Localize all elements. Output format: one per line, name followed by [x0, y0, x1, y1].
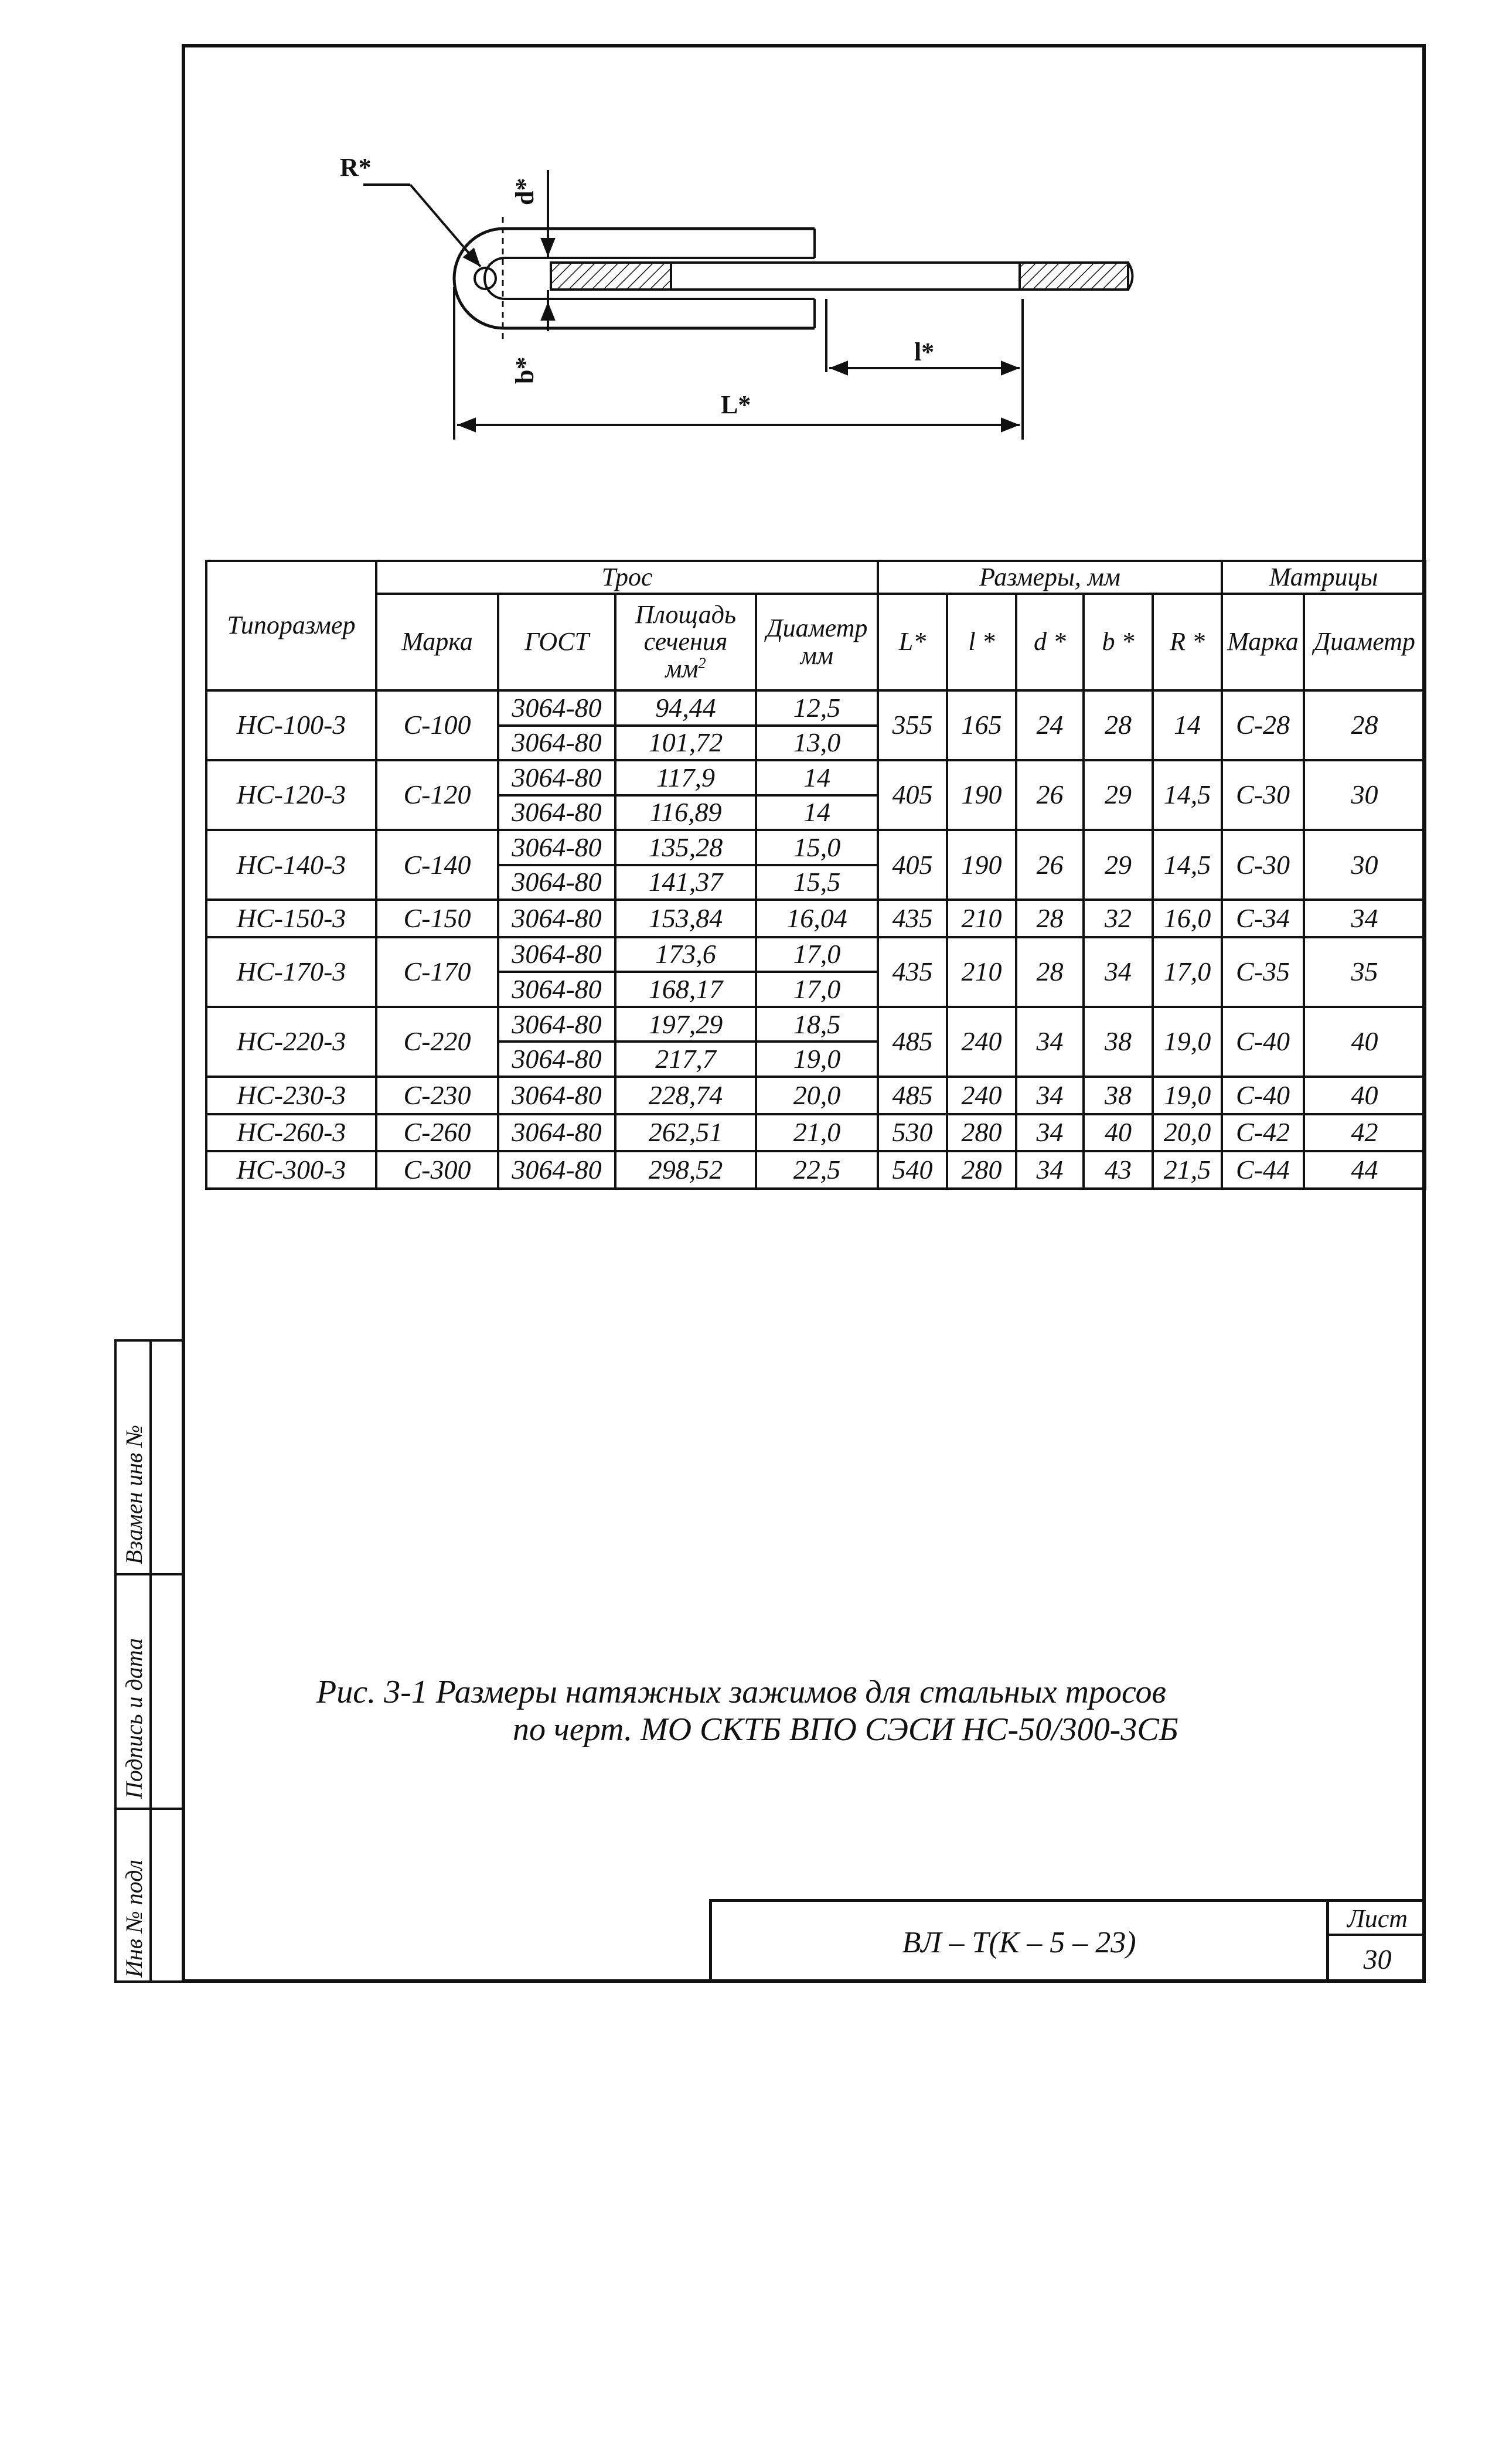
- cell-area: 168,17: [615, 972, 756, 1007]
- cell-area: 298,52: [615, 1151, 756, 1189]
- cell-diameter: 14: [756, 795, 878, 831]
- cell-area: 153,84: [615, 900, 756, 937]
- col-type: Типоразмер: [206, 561, 376, 690]
- cell-mark: С-170: [376, 937, 498, 1007]
- cell-b: 38: [1084, 1007, 1153, 1077]
- clamp-spec-table: [205, 560, 1426, 1190]
- cell-b: 43: [1084, 1151, 1153, 1189]
- cell-area: 262,51: [615, 1114, 756, 1152]
- cell-type: НС-120-3: [206, 760, 376, 830]
- b-label: b*: [510, 356, 539, 384]
- cell-die-mark: С-40: [1222, 1077, 1304, 1114]
- cell-diameter: 15,5: [756, 865, 878, 900]
- cell-R: 14,5: [1153, 760, 1222, 830]
- cell-diameter: 17,0: [756, 972, 878, 1007]
- cell-R: 16,0: [1153, 900, 1222, 937]
- cell-R: 19,0: [1153, 1077, 1222, 1114]
- cell-type: НС-260-3: [206, 1114, 376, 1152]
- cell-b: 34: [1084, 937, 1153, 1007]
- dims-group-header: Размеры, мм: [878, 561, 1222, 594]
- dies-group-header: Матрицы: [1222, 561, 1425, 594]
- cell-gost: 3064-80: [498, 937, 615, 972]
- inv-original-label: Инв № подл: [121, 1860, 147, 1978]
- cell-mark: С-300: [376, 1151, 498, 1189]
- spec-table-body: [206, 690, 1425, 1189]
- cell-die-mark: С-28: [1222, 690, 1304, 760]
- cell-l: 280: [947, 1114, 1016, 1152]
- cell-b: 38: [1084, 1077, 1153, 1114]
- cell-die-diam: 30: [1304, 830, 1425, 900]
- cell-type: НС-100-3: [206, 690, 376, 760]
- cell-l: 190: [947, 760, 1016, 830]
- cell-L: 530: [878, 1114, 947, 1152]
- cell-d: 34: [1016, 1114, 1084, 1152]
- cell-die-mark: С-42: [1222, 1114, 1304, 1152]
- table-row: [206, 760, 1425, 795]
- sheet-number: 30: [1363, 1944, 1392, 1975]
- cell-die-diam: 35: [1304, 937, 1425, 1007]
- cell-type: НС-140-3: [206, 830, 376, 900]
- cell-diameter: 17,0: [756, 937, 878, 972]
- cell-die-diam: 42: [1304, 1114, 1425, 1152]
- side-stamp-divider: [117, 1808, 182, 1810]
- cell-gost: 3064-80: [498, 726, 615, 761]
- col-b: b *: [1084, 594, 1153, 690]
- cell-type: НС-150-3: [206, 900, 376, 937]
- cell-mark: С-230: [376, 1077, 498, 1114]
- rope-outside: [1020, 263, 1128, 290]
- cell-l: 240: [947, 1007, 1016, 1077]
- col-d: d *: [1016, 594, 1084, 690]
- cell-L: 405: [878, 830, 947, 900]
- cell-type: НС-230-3: [206, 1077, 376, 1114]
- cell-gost: 3064-80: [498, 1042, 615, 1077]
- cell-diameter: 19,0: [756, 1042, 878, 1077]
- table-row: [206, 690, 1425, 726]
- cell-R: 19,0: [1153, 1007, 1222, 1077]
- cell-R: 14,5: [1153, 830, 1222, 900]
- cell-l: 190: [947, 830, 1016, 900]
- cell-die-diam: 34: [1304, 900, 1425, 937]
- cell-gost: 3064-80: [498, 900, 615, 937]
- cell-R: 21,5: [1153, 1151, 1222, 1189]
- cell-area: 141,37: [615, 865, 756, 900]
- cell-diameter: 21,0: [756, 1114, 878, 1152]
- cell-diameter: 18,5: [756, 1007, 878, 1042]
- cell-d: 26: [1016, 830, 1084, 900]
- table-row: [206, 1007, 1425, 1042]
- cell-area: 101,72: [615, 726, 756, 761]
- side-stamp-value-column: [149, 1342, 182, 1980]
- col-L: L*: [878, 594, 947, 690]
- sheet-box: [1326, 1902, 1426, 1983]
- col-diameter: Диаметр мм: [756, 594, 878, 690]
- sheet-label: Лист: [1329, 1902, 1426, 1936]
- cell-b: 32: [1084, 900, 1153, 937]
- cell-b: 29: [1084, 760, 1153, 830]
- cell-diameter: 16,04: [756, 900, 878, 937]
- cell-L: 355: [878, 690, 947, 760]
- l-label: l*: [914, 338, 935, 366]
- cell-mark: С-150: [376, 900, 498, 937]
- cell-L: 405: [878, 760, 947, 830]
- side-stamp-divider: [117, 1573, 182, 1575]
- cell-L: 485: [878, 1007, 947, 1077]
- cell-die-diam: 40: [1304, 1077, 1425, 1114]
- cell-gost: 3064-80: [498, 1007, 615, 1042]
- caption-line-1: Рис. 3-1 Размеры натяжных зажимов для стальных тросов: [316, 1674, 1166, 1710]
- cell-gost: 3064-80: [498, 1151, 615, 1189]
- cell-die-mark: С-35: [1222, 937, 1304, 1007]
- col-die-mark: Марка: [1222, 594, 1304, 690]
- cell-area: 197,29: [615, 1007, 756, 1042]
- cell-L: 435: [878, 900, 947, 937]
- cell-d: 34: [1016, 1151, 1084, 1189]
- cell-area: 135,28: [615, 830, 756, 865]
- cell-area: 94,44: [615, 690, 756, 726]
- rope-group-header: Трос: [376, 561, 878, 594]
- table-row: [206, 1114, 1425, 1152]
- col-area: Площадь сечения $мм^2$: [615, 594, 756, 690]
- L-label: L*: [721, 390, 751, 419]
- cell-area: 117,9: [615, 760, 756, 795]
- figure-caption: [316, 1673, 1283, 1748]
- cell-L: 540: [878, 1151, 947, 1189]
- cell-mark: С-120: [376, 760, 498, 830]
- side-stamp: [114, 1339, 182, 1983]
- cell-die-diam: 44: [1304, 1151, 1425, 1189]
- cell-diameter: 12,5: [756, 690, 878, 726]
- cell-d: 34: [1016, 1077, 1084, 1114]
- cell-b: 40: [1084, 1114, 1153, 1152]
- cell-die-mark: С-44: [1222, 1151, 1304, 1189]
- cell-die-mark: С-34: [1222, 900, 1304, 937]
- cell-area: 173,6: [615, 937, 756, 972]
- cell-gost: 3064-80: [498, 795, 615, 831]
- cell-die-diam: 40: [1304, 1007, 1425, 1077]
- cell-R: 14: [1153, 690, 1222, 760]
- col-mark: Марка: [376, 594, 498, 690]
- cell-R: 17,0: [1153, 937, 1222, 1007]
- cell-l: 165: [947, 690, 1016, 760]
- cell-L: 485: [878, 1077, 947, 1114]
- cell-d: 26: [1016, 760, 1084, 830]
- cell-diameter: 13,0: [756, 726, 878, 761]
- cell-d: 28: [1016, 937, 1084, 1007]
- cell-gost: 3064-80: [498, 690, 615, 726]
- cell-d: 34: [1016, 1007, 1084, 1077]
- cell-diameter: 15,0: [756, 830, 878, 865]
- d-label: d*: [510, 178, 539, 205]
- cell-die-mark: С-40: [1222, 1007, 1304, 1077]
- cell-d: 24: [1016, 690, 1084, 760]
- table-row: [206, 1077, 1425, 1114]
- cell-diameter: 20,0: [756, 1077, 878, 1114]
- cell-gost: 3064-80: [498, 1077, 615, 1114]
- cell-l: 280: [947, 1151, 1016, 1189]
- col-die-diameter: Диаметр: [1304, 594, 1425, 690]
- document-code: ВЛ – Т(К – 5 – 23): [902, 1925, 1136, 1959]
- cell-diameter: 14: [756, 760, 878, 795]
- cell-type: НС-300-3: [206, 1151, 376, 1189]
- caption-line-2: по черт. МО СКТБ ВПО СЭСИ НС-50/300-3СБ: [513, 1711, 1178, 1748]
- cell-l: 240: [947, 1077, 1016, 1114]
- cell-mark: С-260: [376, 1114, 498, 1152]
- rope-inside: [551, 263, 671, 290]
- cell-area: 217,7: [615, 1042, 756, 1077]
- cell-type: НС-170-3: [206, 937, 376, 1007]
- cell-area: 228,74: [615, 1077, 756, 1114]
- cell-gost: 3064-80: [498, 760, 615, 795]
- cell-gost: 3064-80: [498, 972, 615, 1007]
- cell-L: 435: [878, 937, 947, 1007]
- table-row: [206, 830, 1425, 865]
- title-block: [709, 1899, 1426, 1983]
- cell-gost: 3064-80: [498, 830, 615, 865]
- cell-l: 210: [947, 937, 1016, 1007]
- cell-die-mark: С-30: [1222, 760, 1304, 830]
- col-R: R *: [1153, 594, 1222, 690]
- cell-area: 116,89: [615, 795, 756, 831]
- cell-gost: 3064-80: [498, 1114, 615, 1152]
- cell-l: 210: [947, 900, 1016, 937]
- table-row: [206, 1151, 1425, 1189]
- cell-diameter: 22,5: [756, 1151, 878, 1189]
- col-l: l *: [947, 594, 1016, 690]
- cell-b: 28: [1084, 690, 1153, 760]
- replaced-inv-label: Взамен инв №: [121, 1424, 147, 1564]
- cell-d: 28: [1016, 900, 1084, 937]
- cell-die-diam: 28: [1304, 690, 1425, 760]
- cell-mark: С-220: [376, 1007, 498, 1077]
- cell-die-mark: С-30: [1222, 830, 1304, 900]
- cell-b: 29: [1084, 830, 1153, 900]
- table-row: [206, 937, 1425, 972]
- radius-label: R*: [340, 153, 372, 182]
- cell-R: 20,0: [1153, 1114, 1222, 1152]
- cell-die-diam: 30: [1304, 760, 1425, 830]
- cell-gost: 3064-80: [498, 865, 615, 900]
- table-row: [206, 900, 1425, 937]
- cell-type: НС-220-3: [206, 1007, 376, 1077]
- cell-mark: С-140: [376, 830, 498, 900]
- signature-date-label: Подпись и дата: [121, 1638, 147, 1799]
- cell-mark: С-100: [376, 690, 498, 760]
- clamp-drawing: [328, 135, 1178, 463]
- col-gost: ГОСТ: [498, 594, 615, 690]
